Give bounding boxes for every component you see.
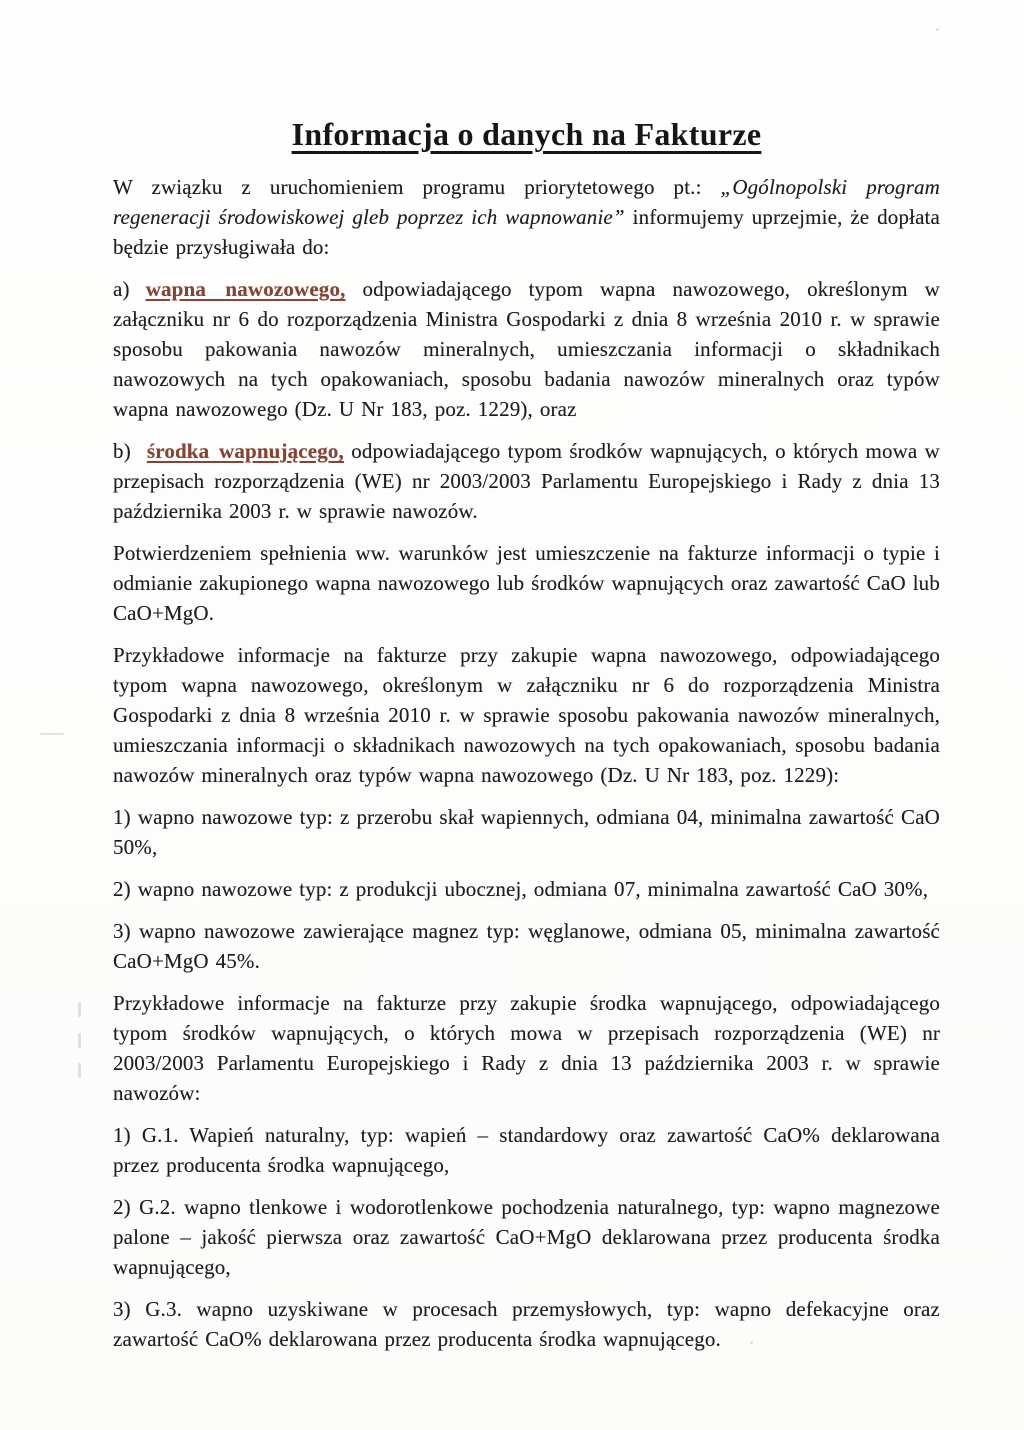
srodek-list-item-2: 2) G.2. wapno tlenkowe i wodorotlenkowe pochodzenia naturalnego, typ: wapno magnezowe palone – jakość pierwsza oraz zawartość CaO+MgO deklarowana przez producenta środka wapnującego,: [113, 1195, 940, 1279]
scan-artifact: [936, 28, 939, 31]
item-a-text: odpowiadającego typom wapna nawozowego, określonym w załączniku nr 6 do rozporządzenia Ministra Gospodarki z dnia 8 września 2010 r. w sprawie sposobu pakowania nawozów mineralnych, umieszczania informacji o składnikach nawozowych na tych opakowaniach, sposobu badania nawozów mineralnych oraz typów wapna nawozowego (Dz. U Nr 183, poz. 1229), oraz: [113, 277, 940, 421]
item-b-text: odpowiadającego typom środków wapnujących, o których mowa w przepisach rozporządzenia (WE) nr 2003/2003 Parlamentu Europejskiego i Rady z dnia 13 października 2003 r. w sprawie nawozów.: [113, 439, 940, 523]
list-item-a: [113, 274, 940, 424]
item-a-label: a): [113, 277, 130, 301]
scan-artifact: [78, 1063, 81, 1078]
intro-text-post: informujemy uprzejmie, że dopłata będzie przysługiwała do:: [113, 205, 941, 259]
intro-paragraph: [113, 172, 940, 262]
example-srodek-intro-paragraph: Przykładowe informacje na fakturze przy zakupie środka wapnującego, odpowiadającego typom środków wapnujących, o których mowa w przepisach rozporządzenia (WE) nr 2003/2003 Parlamentu Europejskiego i Rady z dnia 13 października 2003 r. w sprawie nawozów:: [113, 991, 940, 1105]
intro-text-pre: W związku z uruchomieniem programu priorytetowego pt.:: [113, 175, 721, 199]
wapno-list-item-3: 3) wapno nawozowe zawierające magnez typ: węglanowe, odmiana 05, minimalna zawartość CaO+MgO 45%.: [113, 919, 940, 973]
confirmation-paragraph: Potwierdzeniem spełnienia ww. warunków jest umieszczenie na fakturze informacji o typie i odmianie zakupionego wapna nawozowego lub środków wapnujących oraz zawartość CaO lub CaO+MgO.: [113, 541, 940, 625]
item-b-label: b): [113, 439, 131, 463]
program-title-quote: „Ogólnopolski program regeneracji środowiskowej gleb poprzez ich wapnowanie”: [113, 175, 940, 229]
page-title: Informacja o danych na Fakturze: [291, 116, 762, 152]
document-content: [113, 112, 940, 1354]
srodek-list-item-1: 1) G.1. Wapień naturalny, typ: wapień – standardowy oraz zawartość CaO% deklarowana przez producenta środka wapnującego,: [113, 1123, 940, 1177]
example-wapno-intro-paragraph: Przykładowe informacje na fakturze przy zakupie wapna nawozowego, odpowiadającego typom wapna nawozowego, określonym w załączniku nr 6 do rozporządzenia Ministra Gospodarki z dnia 8 września 2010 r. w sprawie sposobu pakowania nawozów mineralnych, umieszczania informacji o składnikach nawozowych na tych opakowaniach, sposobu badania nawozów mineralnych oraz typów wapna nawozowego (Dz. U Nr 183, poz. 1229):: [113, 643, 940, 787]
wapno-list-item-2: 2) wapno nawozowe typ: z produkcji ubocznej, odmiana 07, minimalna zawartość CaO 30%,: [113, 877, 929, 901]
list-item-b: [113, 436, 940, 526]
item-b-lead-underlined: środka wapnującego,: [146, 439, 344, 463]
srodek-list-item-3: 3) G.3. wapno uzyskiwane w procesach przemysłowych, typ: wapno defekacyjne oraz zawartość CaO% deklarowana przez producenta środka wapnującego.: [113, 1297, 940, 1351]
item-a-lead-underlined: wapna nawozowego,: [145, 277, 346, 301]
scan-artifact: [78, 1033, 81, 1048]
scan-artifact: [78, 1002, 81, 1017]
scan-artifact: [40, 733, 64, 735]
wapno-list-item-1: 1) wapno nawozowe typ: z przerobu skał wapiennych, odmiana 04, minimalna zawartość CaO 50%,: [113, 805, 940, 859]
